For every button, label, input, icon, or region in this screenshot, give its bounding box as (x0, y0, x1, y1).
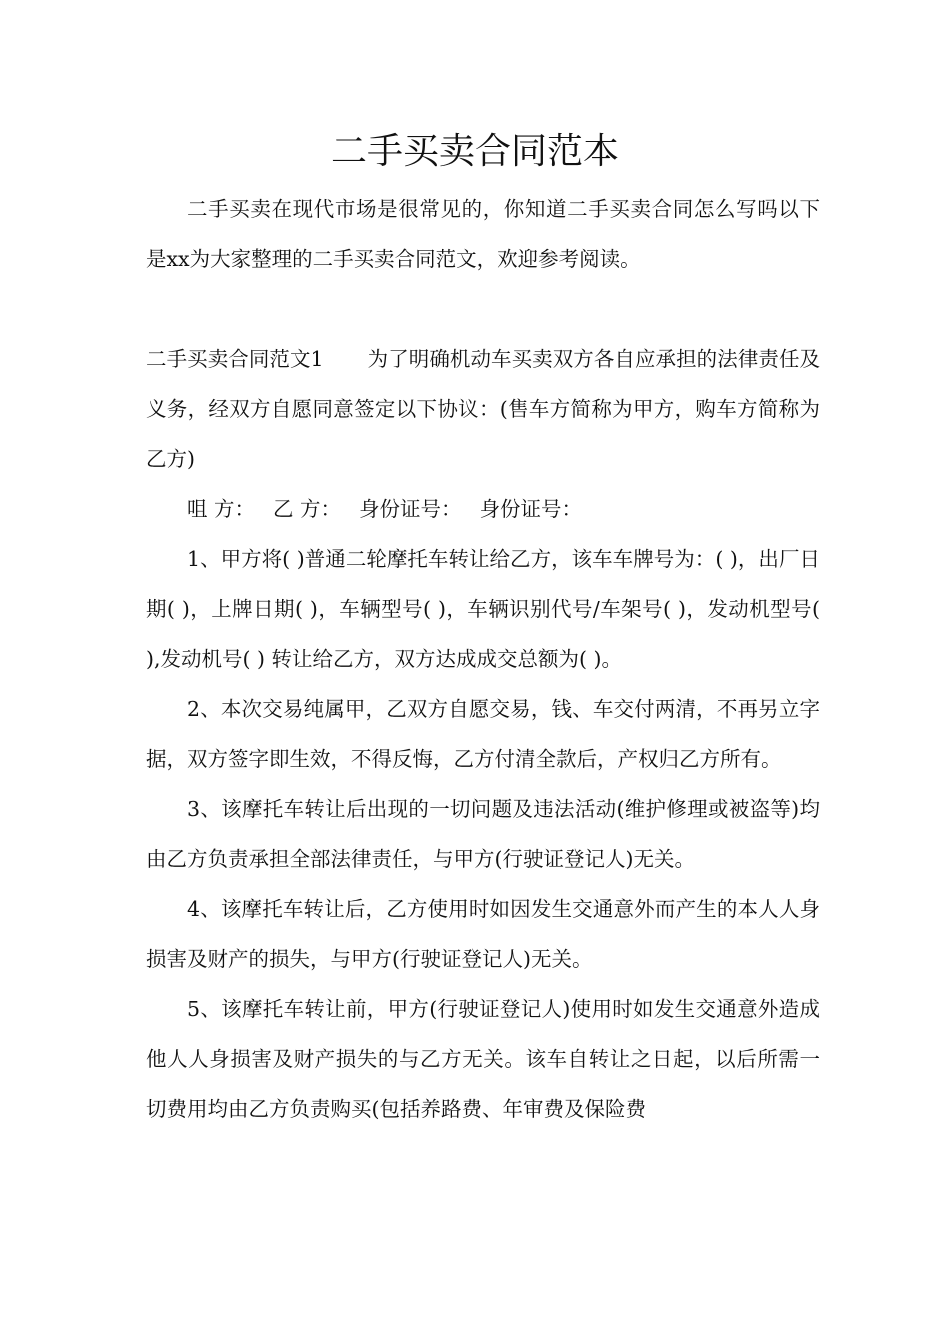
section-paragraph (146, 334, 820, 484)
id-b-label: 身份证号： (479, 497, 583, 521)
section-lead: 为了明确机动车买卖双方各自应承担的法律责任及义务，经双方自愿同意签定以下协议：(售车方简称为甲方，购车方简称为乙方) (146, 347, 821, 471)
intro-paragraph: 二手买卖在现代市场是很常见的，你知道二手买卖合同怎么写吗以下是xx为大家整理的二手买卖合同范文，欢迎参考阅读。 (146, 197, 820, 271)
party-a-label: 咀 方： (187, 497, 256, 521)
blank-line (146, 284, 820, 334)
document-body (146, 184, 820, 1134)
clause-2: 2、本次交易纯属甲，乙双方自愿交易，钱、车交付两清，不再另立字据，双方签字即生效，不得反悔，乙方付清全款后，产权归乙方所有。 (146, 697, 820, 771)
clause-4: 4、该摩托车转让后，乙方使用时如因发生交通意外而产生的本人人身损害及财产的损失，与甲方(行驶证登记人)无关。 (146, 897, 820, 971)
section-heading: 二手买卖合同范文1 (146, 347, 324, 371)
clause-3: 3、该摩托车转让后出现的一切问题及违法活动(维护修理或被盗等)均由乙方负责承担全部法律责任，与甲方(行驶证登记人)无关。 (146, 797, 820, 871)
clause-1: 1、甲方将( )普通二轮摩托车转让给乙方，该车车牌号为：( )，出厂日期( )，上牌日期( )，车辆型号( )，车辆识别代号/车架号( )，发动机型号( ),发动机号( ) 转让给乙方，双方达成成交总额为( )。 (146, 547, 820, 671)
party-b-label: 乙 方： (273, 497, 342, 521)
clause-5: 5、该摩托车转让前，甲方(行驶证登记人)使用时如发生交通意外造成他人人身损害及财产损失的与乙方无关。该车自转让之日起，以后所需一切费用均由乙方负责购买(包括养路费、年审费及保险费 (146, 997, 820, 1121)
parties-line (146, 484, 820, 534)
id-a-label: 身份证号： (359, 497, 462, 521)
document-title: 二手买卖合同范本 (330, 131, 619, 172)
